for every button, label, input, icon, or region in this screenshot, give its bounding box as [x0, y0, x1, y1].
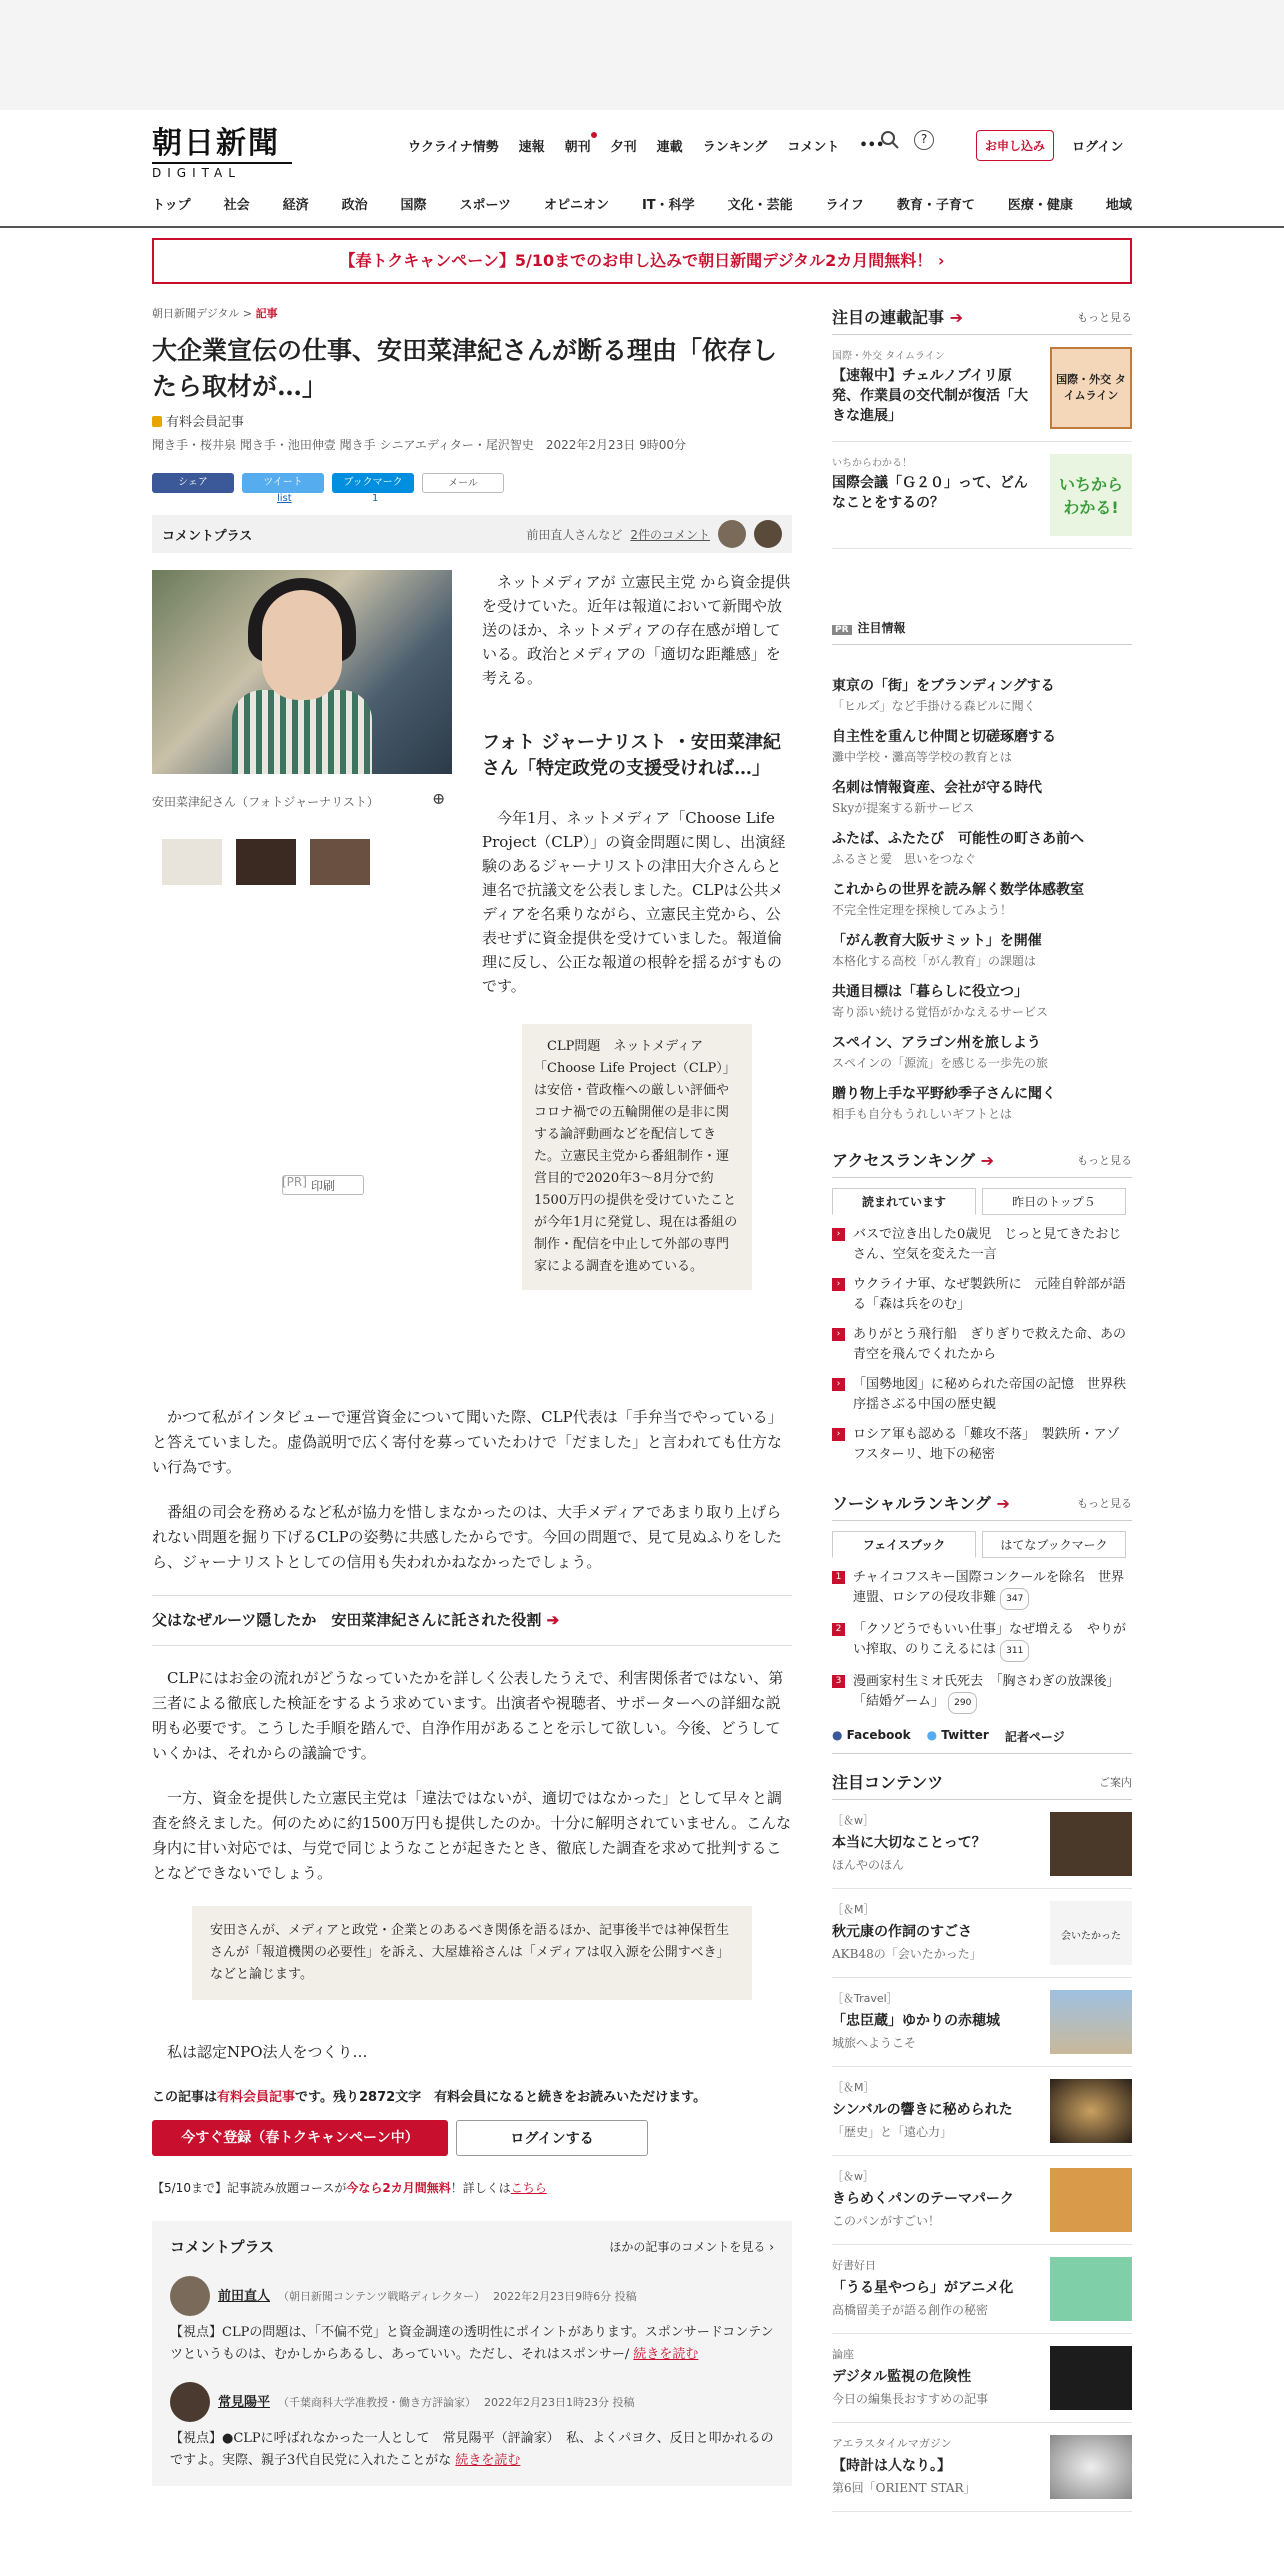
breadcrumb-sep: >: [242, 307, 253, 320]
photo-face: [262, 590, 342, 700]
share-count: 311: [1000, 1640, 1029, 1662]
focus-item[interactable]: 共通目標は「暮らしに役立つ」 寄り添い続ける覚悟がかなえるサービス: [832, 984, 1049, 1019]
serial-item[interactable]: [832, 335, 1132, 442]
access-ranking-header: [832, 1148, 1132, 1178]
help-icon[interactable]: ?: [914, 130, 934, 150]
member-label: 有料会員記事: [166, 415, 245, 430]
focus-list: [832, 663, 1132, 1122]
guide-link[interactable]: ご案内: [1099, 1775, 1132, 1789]
comment-date: 2022年2月23日9時6分 投稿: [493, 2289, 637, 2303]
photo-caption: 安田菜津紀さん（フォトジャーナリスト）: [152, 795, 379, 809]
paywall-buttons: [152, 2120, 792, 2156]
comment-text: [170, 2322, 774, 2366]
cat-sports[interactable]: スポーツ: [459, 198, 512, 213]
reporter-page-link[interactable]: 記者ページ: [1004, 1730, 1065, 1744]
paywall-message: [152, 2085, 792, 2110]
contents-title: 注目コンテンツ: [832, 1773, 944, 1792]
avatar: [170, 2382, 210, 2422]
ranking-item[interactable]: 3 漫画家村生ミオ氏死去 「胸さわぎの放課後」「結婚ゲーム」 290: [832, 1672, 1132, 1714]
author-name[interactable]: 前田直人: [218, 2288, 271, 2304]
rank-number: ›: [832, 1328, 845, 1341]
focus-item[interactable]: ふたば、ふたたび 可能性の町さあ前へ ふるさと愛 思いをつなぐ: [832, 831, 1084, 866]
paragraph: かつて私がインタビューで運営資金について聞いた際、CLP代表は「手弁当でやっている」と答えていました。虚偽説明で広く寄付を募っていたわけで「だました」と言われても仕方ない行為です。: [152, 1408, 783, 1476]
paragraph: 一方、資金を提供した立憲民主党は「違法ではないが、適切ではなかった」として早々と調査を終えました。何のために約1500万円も提供したのか。十分に解明されていません。こんな身内に甘い対応では、与党で同じようなことが起きたとき、徹底した調査を求めて批判することなどできないでしょう。: [152, 1789, 792, 1882]
comment-author: [170, 2276, 774, 2316]
author-role: （朝日新聞コンテンツ戦略ディレクター）: [278, 2289, 486, 2303]
explainer-box: CLP問題 ネットメディア「Choose Life Project（CLP）」は安倍・菅政権への厳しい評価やコロナ禍での五輪開催の是非に関する論評動画などを配信してきた。立憲民主党から番組制作・運営目的で2020年3～8月分で約1500万円の提供を受けていたことが今年1月に発覚し、現在は番組の制作・配信を中止して外部の専門家による調査を進めている。: [522, 1024, 752, 1290]
trial-link[interactable]: こちら: [510, 2181, 547, 2195]
tweet-button[interactable]: ツイート: [242, 473, 324, 493]
article-lead-column: [482, 570, 792, 1290]
comment-item: [170, 2382, 774, 2472]
social-ranking-title[interactable]: ソーシャルランキング: [832, 1494, 991, 1513]
author-role: （千葉商科大学准教授・働き方評論家）: [278, 2395, 477, 2409]
lock-icon: [152, 416, 162, 427]
ranking-item[interactable]: › ありがとう飛行船 ぎりぎりで救えた命、あの青空を飛んでくれたから: [832, 1325, 1132, 1365]
content-item[interactable]: 好書好日 「うる星やつら」がアニメ化 高橋留美子が語る創作の秘密: [832, 2245, 1132, 2334]
facebook-share-button[interactable]: シェア: [152, 473, 234, 493]
bookmark-button[interactable]: ブックマーク: [332, 473, 414, 493]
comment-plus-bar: [152, 515, 792, 553]
rank-number: 1: [832, 1571, 845, 1584]
logo-sub: DIGITAL: [152, 162, 292, 180]
arrow-right-icon: ➔: [949, 308, 963, 327]
thumbnail[interactable]: [236, 839, 296, 885]
tab-most-read[interactable]: 読まれています: [832, 1188, 976, 1215]
focus-item[interactable]: 贈り物上手な平野紗季子さんに聞く 相手も自分もうれしいギフトとは: [832, 1086, 1056, 1121]
lead-paragraph: ネットメディアが 立憲民主党 から資金提供を受けていた。近年は報道において新聞や放送のほか、ネットメディアの存在感が増している。政治とメディアの「適切な距離感」を考える。: [482, 573, 791, 687]
comment-plus-box: [152, 2221, 792, 2486]
content-thumbnail: [1050, 2257, 1132, 2321]
comment-body: 【視点】●CLPに呼ばれなかった一人として 常見陽平（評論家） 私、よくパヨク、反日と叩かれるのですよ。実際、親子3代自民党に入れたことがな: [170, 2431, 774, 2468]
content-item[interactable]: ［＆Travel］ 「忠臣蔵」ゆかりの赤穂城 城旅へようこそ: [832, 1978, 1132, 2067]
ranking-item[interactable]: › ロシア軍も認める「難攻不落」 製鉄所・アゾフスターリ、地下の秘密: [832, 1425, 1132, 1465]
breadcrumb-current: 記事: [255, 307, 278, 320]
chevron-right-icon: ➔: [546, 1611, 560, 1629]
comment-text: [170, 2428, 774, 2472]
focus-title: 注目情報: [857, 621, 906, 635]
breadcrumb-site[interactable]: 朝日新聞デジタル: [152, 307, 240, 320]
pr-label: [PR]: [282, 1175, 307, 1189]
rank-number: ›: [832, 1228, 845, 1241]
breadcrumb: [152, 305, 792, 321]
rank-number: 3: [832, 1675, 845, 1688]
cat-politics[interactable]: 政治: [341, 198, 368, 213]
register-button[interactable]: 今すぐ登録（春トクキャンペーン中）: [152, 2120, 448, 2156]
ranking-item[interactable]: › バスで泣き出した0歳児 じっと見てきたおじさん、空気を変えた一言: [832, 1225, 1132, 1265]
focus-item[interactable]: 自主性を重んじ仲間と切磋琢磨する 灘中学校・灘高等学校の教育とは: [832, 729, 1056, 764]
other-comments-link[interactable]: ほかの記事のコメントを見る ›: [609, 2240, 774, 2254]
trial-text: ！詳しくは: [450, 2181, 511, 2195]
facebook-icon: ●: [832, 1728, 843, 1742]
ranking-item[interactable]: 1 チャイコフスキー国際コンクールを除名 世界連盟、ロシアの侵攻非難 347: [832, 1568, 1132, 1610]
cat-opinion[interactable]: オピニオン: [543, 198, 609, 213]
focus-item[interactable]: 名刺は情報資産、会社が守る時代 Skyが提案する新サービス: [832, 780, 1042, 815]
comment-plus-info: [526, 520, 782, 548]
twitter-link[interactable]: ● Twitter: [926, 1728, 989, 1742]
content-thumbnail: [1050, 2168, 1132, 2232]
comment-plus-names: 前田直人さんなど: [526, 527, 623, 542]
content-item[interactable]: 論座 デジタル監視の危険性 今日の編集長おすすめの記事: [832, 2334, 1132, 2423]
author-name[interactable]: 常見陽平: [218, 2394, 271, 2410]
comment-box-title: コメントプラス: [170, 2238, 275, 2256]
content-thumbnail: [1050, 1812, 1132, 1876]
nav-serials[interactable]: 連載: [656, 140, 683, 155]
byline: 聞き手・桜井泉 聞き手・池田伸壹 聞き手 シニアエディター・尾沢智史 2022年2月23日 9時00分: [152, 438, 687, 452]
avatar: [754, 520, 782, 548]
comment-plus-label: コメントプラス: [162, 528, 253, 544]
serial-title: 国際会議「Ｇ２０」って、どんなことをするの？: [832, 475, 1028, 511]
serials-header: [832, 305, 1132, 335]
twitter-icon: ●: [926, 1728, 938, 1742]
thumbnail[interactable]: [162, 839, 222, 885]
content-item[interactable]: ［＆M］ シンバルの響きに秘められた 「歴史」と「遠心力」: [832, 2067, 1132, 2156]
more-icon[interactable]: •••: [859, 138, 885, 153]
focus-item[interactable]: スペイン、アラゴン州を旅しよう スペインの「源流」を感じる一歩先の旅: [832, 1035, 1049, 1070]
social-tabs: [832, 1531, 1132, 1558]
paywall-text: この記事は: [152, 2090, 218, 2105]
tab-yesterday-top5[interactable]: 昨日のトップ５: [982, 1188, 1126, 1215]
rank-number: 2: [832, 1623, 845, 1636]
serial-label: 国際・外交 タイムライン: [832, 351, 945, 362]
cat-top[interactable]: トップ: [152, 198, 191, 213]
serials-title[interactable]: 注目の連載記事: [832, 308, 945, 327]
paragraph: 今年1月、ネットメディア「Choose Life Project（CLP）」の資金問題に関し、出演経験のあるジャーナリストの津田大介さんらと連名で抗議文を公表しました。CLPは公共メディアを名乗りながら、立憲民主党から、公表せずに資金提供を受けていました。報道倫理に反し、公正な報道の根幹を揺るがすものです。: [482, 809, 786, 995]
serial-title: 【速報中】チェルノブイリ原発、作業員の交代制が復活「大きな進展」: [832, 368, 1028, 424]
rank-number: ›: [832, 1428, 845, 1441]
campaign-banner[interactable]: 【春トクキャンペーン】5/10までのお申し込みで朝日新聞デジタル2カ月間無料！ ›: [152, 238, 1132, 284]
cat-economy[interactable]: 経済: [282, 198, 309, 213]
cat-culture[interactable]: 文化・芸能: [727, 198, 793, 213]
focus-item[interactable]: 東京の「街」をブランディングする 「ヒルズ」など手掛ける森ビルに聞く: [832, 678, 1055, 713]
serial-thumbnail: いちから わかる!: [1050, 454, 1132, 536]
photo-body: [232, 690, 372, 774]
tab-hatena[interactable]: はてなブックマーク: [982, 1531, 1126, 1558]
cat-education[interactable]: 教育・子育て: [896, 198, 975, 213]
ranking-item[interactable]: › ウクライナ軍、なぜ製鉄所に 元陸自幹部が語る「森は兵をのむ」: [832, 1275, 1132, 1315]
share-counts: [152, 493, 792, 505]
share-count: 347: [1000, 1588, 1029, 1610]
thumbnail[interactable]: [310, 839, 370, 885]
top-nav: [408, 136, 884, 155]
related-title: 父はなぜルーツ隠したか 安田菜津紀さんに託された役割: [152, 1611, 542, 1629]
nav-comment[interactable]: コメント: [787, 140, 840, 155]
nav-morning[interactable]: 朝刊: [565, 136, 591, 155]
more-link[interactable]: もっと見る: [1077, 310, 1132, 324]
arrow-right-icon: ➔: [996, 1494, 1010, 1513]
access-tabs: [832, 1188, 1132, 1215]
cat-life[interactable]: ライフ: [825, 198, 864, 213]
avatar: [170, 2276, 210, 2316]
comment-date: 2022年2月23日1時23分 投稿: [484, 2395, 635, 2409]
article-body: [152, 1405, 792, 2486]
focus-header: [832, 619, 1132, 645]
login-button[interactable]: ログインする: [456, 2120, 648, 2156]
content-thumbnail: [1050, 1990, 1132, 2054]
paragraph: CLPにはお金の流れがどうなっていたかを詳しく公表したうえで、利害関係者ではない、第三者による徹底した検証をするよう求めています。出演者や視聴者、サポーターへの詳細な説明も必要です。こうした手順を踏んで、自浄作用があることを示して欲しい。今後、どうしていくかは、それからの議論です。: [152, 1669, 784, 1762]
serial-item[interactable]: [832, 442, 1132, 549]
content-item[interactable]: ［＆w］ 本当に大切なことって？ ほんやのほん: [832, 1800, 1132, 1889]
content-item[interactable]: ［＆w］ きらめくパンのテーマパーク このパンがすごい！: [832, 2156, 1132, 2245]
arrow-right-icon: ➔: [980, 1151, 995, 1170]
logo-kanji: 朝日新聞: [152, 126, 280, 161]
paragraph: 私は認定NPO法人をつくり…: [167, 2043, 368, 2061]
bookmark-count[interactable]: 1: [372, 493, 379, 504]
nav-evening[interactable]: 夕刊: [610, 140, 637, 155]
content-thumbnail: [1050, 2346, 1132, 2410]
paywall-member-link[interactable]: 有料会員記事: [217, 2090, 296, 2105]
tweet-count[interactable]: list: [277, 493, 292, 504]
content-thumbnail: [1050, 2435, 1132, 2499]
article-title: 大企業宣伝の仕事、安田菜津紀さんが断る理由「依存したら取材が…」: [152, 336, 778, 401]
nav-ranking[interactable]: ランキング: [702, 140, 768, 155]
mail-button[interactable]: メール: [422, 473, 504, 493]
focus-item[interactable]: 「がん教育大阪サミット」を開催 本格化する高校「がん教育」の課題は: [832, 933, 1042, 968]
nav-breaking[interactable]: 速報: [518, 140, 545, 155]
content-item[interactable]: アエラスタイルマガジン 【時計は人なり。】 第6回「ORIENT STAR」: [832, 2423, 1132, 2512]
print-button[interactable]: 印刷: [282, 1175, 364, 1195]
pr-badge: PR: [832, 625, 852, 635]
cat-region[interactable]: 地域: [1105, 198, 1132, 213]
comment-author: [170, 2382, 774, 2422]
rank-number: ›: [832, 1278, 845, 1291]
tab-facebook[interactable]: フェイスブック: [832, 1531, 976, 1558]
serial-label: いちからわかる！: [832, 458, 912, 469]
comment-item: [170, 2276, 774, 2366]
cat-it-science[interactable]: IT・科学: [641, 198, 695, 213]
sidebar: [832, 305, 1132, 2512]
photo-thumbnails: [162, 839, 370, 885]
cat-health[interactable]: 医療・健康: [1007, 198, 1073, 213]
paragraph: 番組の司会を務めるなど私が協力を惜しまなかったのは、大手メディアであまり取り上げられない問題を掘り下げるCLPの姿勢に共感したからです。今回の問題で、見て見ぬふりをしたら、ジャーナリストとしての信用も失われかねなかったでしょう。: [152, 1503, 782, 1571]
read-more-link[interactable]: 続きを読む: [633, 2347, 699, 2362]
category-nav: [152, 194, 1132, 213]
subheading: フォト ジャーナリスト ・安田菜津紀さん「特定政党の支援受ければ…」: [482, 732, 781, 779]
article-main: [152, 305, 792, 2468]
summary-note: 安田さんが、メディアと政党・企業とのあるべき関係を語るほか、記事後半では神保哲生さんが「報道機関の必要性」を訴え、大屋雄裕さんは「メディアは収入源を公開すべき」などと論じます。: [192, 1906, 752, 2000]
trial-notice: [152, 2176, 792, 2201]
header-icons: [880, 130, 934, 150]
article-photo[interactable]: [152, 570, 452, 774]
comment-count-link[interactable]: 2件のコメント: [630, 527, 710, 542]
paywall-text: です。残り2872文字 有料会員になると続きをお読みいただけます。: [295, 2090, 707, 2105]
focus-item[interactable]: これからの世界を読み解く数学体感教室 不完全性定理を探検してみよう！: [832, 882, 1084, 917]
zoom-icon[interactable]: ⊕: [432, 789, 446, 808]
avatar: [718, 520, 746, 548]
trial-highlight: 今なら2カ月間無料: [346, 2181, 451, 2195]
ranking-item[interactable]: 2 「クソどうでもいい仕事」なぜ増える やりがい搾取、のりこえるには 311: [832, 1620, 1132, 1662]
content-thumbnail: 会いたかった: [1050, 1901, 1132, 1965]
serial-thumbnail: 国際・外交 タイムライン: [1050, 347, 1132, 429]
nav-ukraine[interactable]: ウクライナ情勢: [408, 140, 499, 155]
more-link[interactable]: もっと見る: [1077, 1153, 1132, 1167]
content-item[interactable]: ［＆M］ 秋元康の作詞のすごさ AKB48の「会いたかった」 会いたかった: [832, 1889, 1132, 1978]
social-ranking-header: [832, 1491, 1132, 1521]
facebook-link[interactable]: ● Facebook: [832, 1728, 911, 1742]
search-icon[interactable]: [880, 130, 900, 150]
cat-society[interactable]: 社会: [223, 198, 250, 213]
read-more-link[interactable]: 続きを読む: [455, 2453, 521, 2468]
member-badge: [152, 411, 792, 430]
top-ad-band: [0, 0, 1284, 110]
more-link[interactable]: もっと見る: [1077, 1496, 1132, 1510]
content-thumbnail: [1050, 2079, 1132, 2143]
ranking-item[interactable]: › 「国勢地図」に秘められた帝国の記憶 世界秩序揺さぶる中国の歴史観: [832, 1375, 1132, 1415]
login-link[interactable]: ログイン: [1072, 140, 1124, 155]
access-ranking-title[interactable]: アクセスランキング: [832, 1151, 976, 1170]
trial-text: 【5/10まで】記事読み放題コースが: [152, 2181, 347, 2195]
site-header: [0, 110, 1284, 228]
subscribe-button[interactable]: お申し込み: [976, 130, 1054, 161]
comment-body: 【視点】CLPの問題は、「不偏不党」と資金調達の透明性にポイントがあります。スポンサードコンテンツというものは、むかしからあるし、あっていい。ただし、それはスポンサー/: [170, 2325, 774, 2362]
site-logo[interactable]: [152, 118, 292, 180]
rank-number: ›: [832, 1378, 845, 1391]
related-article-link[interactable]: [152, 1595, 792, 1646]
cat-international[interactable]: 国際: [400, 198, 427, 213]
share-count: 290: [948, 1692, 977, 1714]
comment-box-header: [170, 2235, 774, 2260]
contents-header: [832, 1770, 1132, 1800]
social-links: [832, 1728, 1132, 1754]
